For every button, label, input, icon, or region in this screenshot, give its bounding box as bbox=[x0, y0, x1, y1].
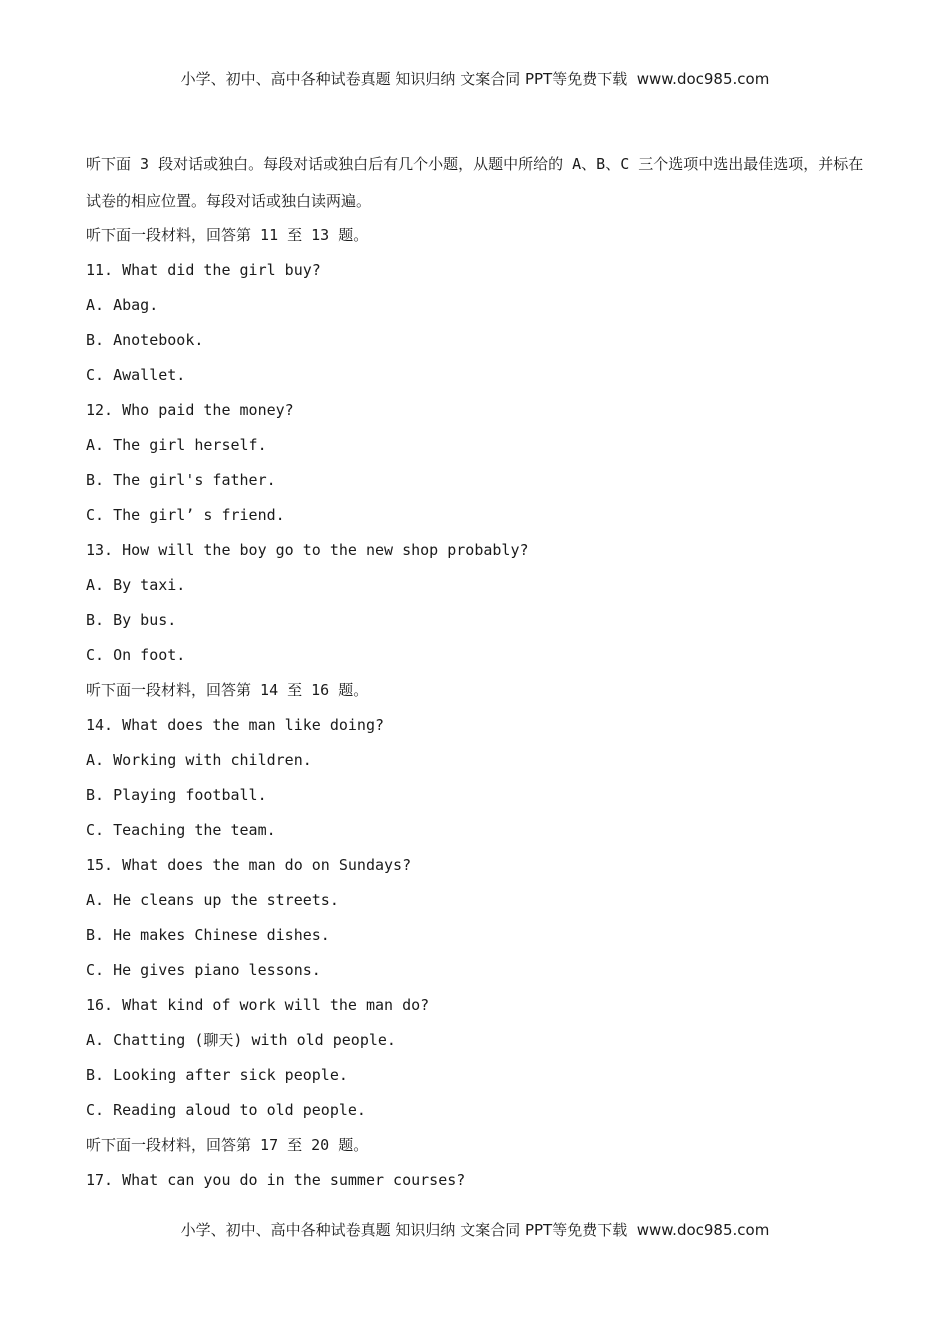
option-12c: C. The girl’ s friend. bbox=[86, 506, 285, 524]
option-13a: A. By taxi. bbox=[86, 576, 186, 594]
section-heading: 听下面一段材料，回答第 11 至 13 题。 bbox=[86, 226, 369, 244]
question-16: 16. What kind of work will the man do? bbox=[86, 996, 430, 1014]
option-13b: B. By bus. bbox=[86, 611, 177, 629]
option-15a: A. He cleans up the streets. bbox=[86, 891, 339, 909]
option-13c: C. On foot. bbox=[86, 646, 186, 664]
question-13: 13. How will the boy go to the new shop probably? bbox=[86, 541, 529, 559]
question-14: 14. What does the man like doing? bbox=[86, 716, 385, 734]
question-12: 12. Who paid the money? bbox=[86, 401, 294, 419]
instructions-paragraph: 听下面 3 段对话或独白。每段对话或独白后有几个小题，从题中所给的 A、B、C 三个选项中选出最佳选项，并标在试卷的相应位置。每段对话或独白读两遍。 bbox=[86, 155, 864, 210]
option-14a: A. Working with children. bbox=[86, 751, 312, 769]
option-16b: B. Looking after sick people. bbox=[86, 1066, 348, 1084]
option-11a: A. Abag. bbox=[86, 296, 159, 314]
footer-banner: 小学、初中、高中各种试卷真题 知识归纳 文案合同 PPT等免费下载 www.doc985.com bbox=[180, 1221, 770, 1239]
option-12b: B. The girl's father. bbox=[86, 471, 276, 489]
option-11b: B. Anotebook. bbox=[86, 331, 204, 349]
option-12a: A. The girl herself. bbox=[86, 436, 267, 454]
option-16a: A. Chatting (聊天) with old people. bbox=[86, 1031, 396, 1049]
section-heading: 听下面一段材料，回答第 14 至 16 题。 bbox=[86, 681, 369, 699]
question-15: 15. What does the man do on Sundays? bbox=[86, 856, 412, 874]
option-11c: C. Awallet. bbox=[86, 366, 186, 384]
option-16c: C. Reading aloud to old people. bbox=[86, 1101, 366, 1119]
option-15c: C. He gives piano lessons. bbox=[86, 961, 321, 979]
question-11: 11. What did the girl buy? bbox=[86, 261, 321, 279]
option-14c: C. Teaching the team. bbox=[86, 821, 276, 839]
option-15b: B. He makes Chinese dishes. bbox=[86, 926, 330, 944]
option-14b: B. Playing football. bbox=[86, 786, 267, 804]
header-banner: 小学、初中、高中各种试卷真题 知识归纳 文案合同 PPT等免费下载 www.doc985.com bbox=[180, 70, 770, 88]
question-body bbox=[86, 146, 876, 1198]
section-heading: 听下面一段材料，回答第 17 至 20 题。 bbox=[86, 1136, 369, 1154]
question-17: 17. What can you do in the summer courses? bbox=[86, 1171, 466, 1189]
